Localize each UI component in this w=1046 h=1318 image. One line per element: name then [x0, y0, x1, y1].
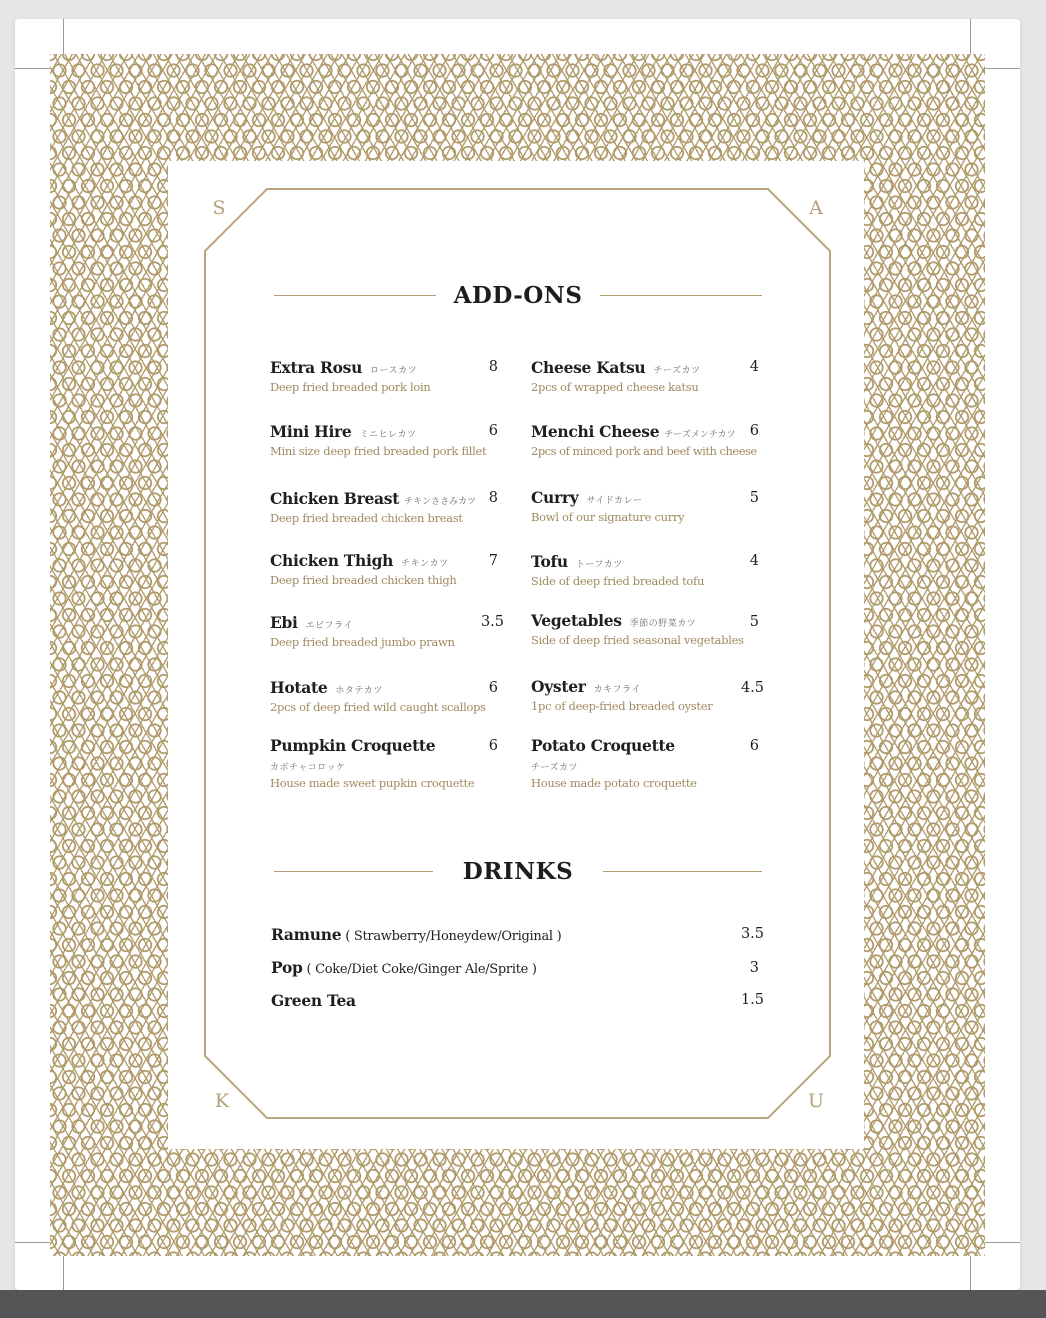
menu-item-tofu — [531, 552, 704, 588]
item-description: Side of deep fried breaded tofu — [531, 574, 705, 588]
menu-item-curry — [531, 488, 684, 524]
divider-rule — [603, 871, 762, 872]
item-name: Ebi — [270, 613, 298, 632]
drink-name: Pop — [271, 958, 303, 977]
drink-options: ( Strawberry/Honeydew/Original ) — [345, 929, 562, 944]
item-name: Oyster — [531, 677, 586, 696]
menu-item-extra-rosu — [270, 358, 431, 394]
item-name: Hotate — [270, 678, 328, 697]
item-japanese-name: ロースカツ — [370, 366, 418, 376]
item-japanese-name: 季節の野菜カツ — [629, 619, 697, 629]
corner-letter-top-left: S — [212, 197, 226, 219]
drinks-header — [274, 856, 762, 886]
drink-price: 1.5 — [740, 992, 764, 1008]
item-price: 8 — [488, 490, 498, 506]
menu-item-potato-croquette — [531, 736, 697, 790]
corner-letter-bottom-left: K — [214, 1090, 230, 1112]
item-description: Deep fried breaded jumbo prawn — [270, 635, 455, 649]
menu-item-oyster — [531, 677, 712, 713]
item-name: Menchi Cheese — [531, 422, 660, 441]
item-price: 4 — [749, 359, 759, 375]
item-price: 4 — [749, 553, 759, 569]
menu-item-vegetables — [531, 611, 744, 647]
item-name: Tofu — [531, 552, 568, 571]
drink-name: Green Tea — [271, 991, 356, 1010]
item-japanese-name: チーズメンチカツ — [664, 430, 736, 440]
item-name: Mini Hire — [270, 422, 352, 441]
menu-item-hotate — [270, 678, 486, 714]
viewer-bottom-bar — [0, 1290, 1046, 1318]
item-price: 5 — [749, 614, 759, 630]
item-description: Mini size deep fried breaded pork fillet — [270, 444, 487, 458]
item-description: Bowl of our signature curry — [531, 510, 685, 524]
item-description: Side of deep fried seasonal vegetables — [531, 633, 744, 647]
item-japanese-name: カボチャコロッケ — [270, 763, 346, 773]
item-description: Deep fried breaded chicken thigh — [270, 573, 457, 587]
item-japanese-name: ホタテカツ — [335, 686, 383, 696]
item-description: Deep fried breaded chicken breast — [270, 511, 463, 525]
item-name: Pumpkin Croquette — [270, 736, 436, 755]
item-price: 6 — [488, 738, 498, 754]
item-name: Vegetables — [531, 611, 622, 630]
drink-item-pop — [271, 958, 537, 977]
item-japanese-name: エビフライ — [305, 621, 353, 631]
item-japanese-name: チーズカツ — [653, 366, 701, 376]
drinks-title: DRINKS — [462, 857, 574, 885]
item-japanese-name: チーズカツ — [531, 763, 579, 773]
item-japanese-name: サイドカレー — [586, 496, 643, 506]
drink-price: 3.5 — [740, 926, 764, 942]
item-japanese-name: ミニヒレカツ — [359, 430, 417, 440]
drink-item-green-tea — [271, 991, 356, 1010]
menu-item-chicken-thigh — [270, 551, 456, 587]
drink-options: ( Coke/Diet Coke/Ginger Ale/Sprite ) — [306, 962, 537, 977]
item-price: 4.5 — [740, 680, 764, 696]
item-japanese-name: チキンカツ — [401, 559, 449, 569]
item-japanese-name: チキンささみカツ — [404, 497, 476, 507]
item-description: House made potato croquette — [531, 776, 697, 790]
menu-item-cheese-katsu — [531, 358, 700, 394]
divider-rule — [274, 295, 436, 296]
addons-header — [274, 280, 762, 310]
divider-rule — [274, 871, 433, 872]
menu-item-ebi — [270, 613, 455, 649]
item-price: 3.5 — [480, 614, 504, 630]
addons-title: ADD-ONS — [453, 281, 583, 309]
menu-item-chicken-breast — [270, 489, 476, 525]
item-description: 2pcs of deep fried wild caught scallops — [270, 700, 486, 714]
corner-letter-bottom-right: U — [807, 1090, 824, 1112]
item-price: 6 — [488, 423, 498, 439]
item-price: 6 — [749, 423, 759, 439]
menu-item-pumpkin-croquette — [270, 736, 474, 790]
item-name: Cheese Katsu — [531, 358, 646, 377]
item-name: Chicken Thigh — [270, 551, 394, 570]
item-description: House made sweet pupkin croquette — [270, 776, 475, 790]
corner-letter-top-right: A — [809, 197, 823, 219]
item-price: 8 — [488, 359, 498, 375]
item-japanese-name: トーフカツ — [575, 560, 623, 570]
item-description: Deep fried breaded pork loin — [270, 380, 431, 394]
item-description: 1pc of deep-fried breaded oyster — [531, 699, 713, 713]
menu-item-mini-hire — [270, 422, 486, 458]
item-japanese-name: カキフライ — [593, 685, 641, 695]
item-description: 2pcs of wrapped cheese katsu — [531, 380, 699, 394]
drink-name: Ramune — [271, 925, 342, 944]
item-price: 5 — [749, 490, 759, 506]
drink-item-ramune — [271, 925, 561, 944]
item-name: Curry — [531, 488, 579, 507]
drink-price: 3 — [749, 960, 759, 976]
item-name: Potato Croquette — [531, 736, 675, 755]
item-price: 6 — [749, 738, 759, 754]
item-name: Extra Rosu — [270, 358, 363, 377]
divider-rule — [600, 295, 762, 296]
item-description: 2pcs of minced pork and beef with cheese — [531, 444, 757, 458]
item-price: 7 — [488, 553, 498, 569]
item-name: Chicken Breast — [270, 489, 400, 508]
item-price: 6 — [488, 680, 498, 696]
